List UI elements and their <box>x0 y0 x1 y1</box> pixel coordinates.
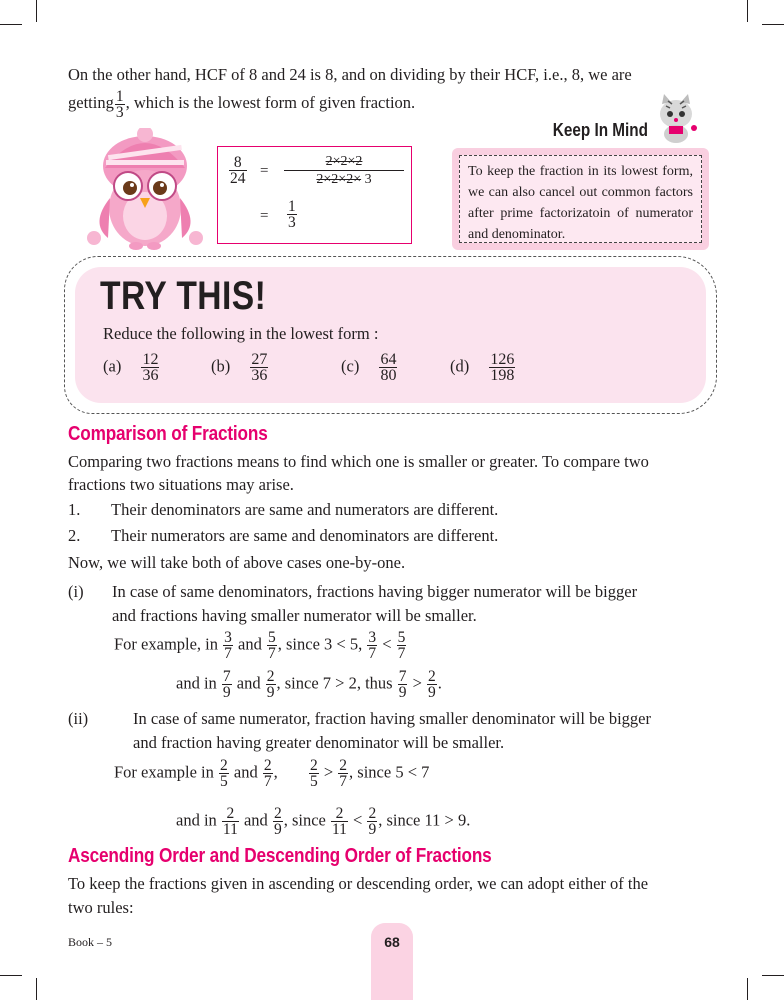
crop-mark <box>762 975 784 976</box>
fraction: $\frac{2}{9}$ <box>266 668 275 701</box>
fraction: $\frac{12}{36}$ <box>142 351 159 384</box>
fraction: $\frac{1}{3}$ <box>115 87 124 121</box>
option-a: (a) $\frac{12}{36}$ <box>103 351 159 384</box>
try-this-instruction: Reduce the following in the lowest form : <box>103 324 379 343</box>
fraction: $\frac{3}{7}$ <box>368 629 377 662</box>
fraction: $\frac{2}{5}$ <box>309 757 318 790</box>
keep-in-mind-box <box>452 148 709 250</box>
now-line: Now, we will take both of above cases one-by-one. <box>68 553 406 572</box>
comparison-para-line-2: fractions two situations may arise. <box>68 475 294 494</box>
fraction: $\frac{2}{9}$ <box>273 805 282 838</box>
fraction: $\frac{7}{9}$ <box>398 668 407 701</box>
option-c: (c) $\frac{64}{80}$ <box>341 351 397 384</box>
owl-illustration <box>80 128 210 253</box>
fraction: $\frac{64}{80}$ <box>380 351 397 384</box>
book-label: Book – 5 <box>68 935 113 949</box>
ascending-heading: Ascending Order and Descending Order of Fractions <box>68 845 492 867</box>
keep-in-mind-title: Keep In Mind <box>552 120 648 140</box>
fraction: $\frac{7}{9}$ <box>222 668 231 701</box>
crop-mark <box>36 0 37 22</box>
prime-factor-fraction: 2×2×2 2×2×2× 3 <box>284 153 404 188</box>
crop-mark <box>0 24 22 25</box>
crop-mark <box>747 978 748 1000</box>
option-b: (b) $\frac{27}{36}$ <box>211 351 268 384</box>
crop-mark <box>0 975 22 976</box>
case-1-line-1: In case of same denominators, fractions having bigger numerator will be bigger <box>112 582 638 601</box>
fraction: $\frac{8}{24}$ <box>230 154 246 187</box>
case-1-number: (i) <box>68 582 84 601</box>
case-2-line-2: and fraction having greater denominator will be smaller. <box>133 733 505 752</box>
fraction: $\frac{2}{11}$ <box>331 805 347 838</box>
example-3: For example in $\frac{2}{5}$ and $\frac{2}{7}$ , $\frac{2}{5}$ > $\frac{2}{7}$ , since 5 < 7 <box>114 757 430 790</box>
example-1: For example, in $\frac{3}{7}$ and $\frac{5}{7}$ , since 3 < 5, $\frac{3}{7}$ < $\frac{5}{7}$ <box>114 629 406 662</box>
comparison-heading: Comparison of Fractions <box>68 423 268 445</box>
fraction: $\frac{2}{7}$ <box>263 757 272 790</box>
fraction: $\frac{2}{11}$ <box>222 805 238 838</box>
fraction: $\frac{5}{7}$ <box>397 629 406 662</box>
crop-mark <box>747 0 748 22</box>
fraction: $\frac{2}{5}$ <box>220 757 228 790</box>
intro-line-2: getting $\frac{1}{3}$ , which is the lowest form of given fraction. <box>68 87 416 121</box>
fraction: $\frac{126}{198}$ <box>490 351 515 384</box>
fraction: $\frac{27}{36}$ <box>251 351 268 384</box>
fraction: $\frac{2}{9}$ <box>428 668 436 701</box>
keep-in-mind-text: To keep the fraction in its lowest form, we can also cancel out common factors after prime factorizatoin of numerator and denominator. <box>459 155 702 243</box>
example-2: and in $\frac{7}{9}$ and $\frac{2}{9}$ , since 7 > 2, thus $\frac{7}{9}$ > $\frac{2}{9}$ . <box>176 668 442 701</box>
crop-mark <box>36 978 37 1000</box>
fraction: $\frac{5}{7}$ <box>267 629 276 662</box>
intro-line-1: On the other hand, HCF of 8 and 24 is 8, and on dividing by their HCF, i.e., 8, we are <box>68 65 632 84</box>
option-d: (d) $\frac{126}{198}$ <box>450 351 515 384</box>
fraction: $\frac{1}{3}$ <box>288 198 296 231</box>
fraction: $\frac{2}{7}$ <box>339 757 348 790</box>
crop-mark <box>762 24 784 25</box>
fraction: $\frac{3}{7}$ <box>224 629 232 662</box>
fraction: $\frac{2}{9}$ <box>368 805 377 838</box>
page-number: 68 <box>371 923 413 1000</box>
case-1-line-2: and fractions having smaller numerator will be smaller. <box>112 606 477 625</box>
ascending-line-1: To keep the fractions given in ascending or descending order, we can adopt either of the <box>68 874 649 893</box>
case-2-line-1: In case of same numerator, fraction having smaller denominator will be bigger <box>133 709 651 728</box>
comparison-para-line-1: Comparing two fractions means to find which one is smaller or greater. To compare two <box>68 452 649 471</box>
ascending-line-2: two rules: <box>68 898 134 917</box>
case-2-number: (ii) <box>68 709 89 728</box>
equals-sign: = <box>260 208 269 224</box>
equals-sign: = <box>260 163 269 179</box>
cat-icon <box>650 92 702 144</box>
try-this-title: TRY THIS! <box>100 274 267 318</box>
example-4: and in $\frac{2}{11}$ and $\frac{2}{9}$ , since $\frac{2}{11}$ < $\frac{2}{9}$ , since 11 > 9. <box>176 805 471 838</box>
list-item: 2. Their numerators are same and denominators are different. <box>68 526 499 545</box>
worked-example-box <box>217 146 412 244</box>
list-item: 1. Their denominators are same and numerators are different. <box>68 500 499 519</box>
